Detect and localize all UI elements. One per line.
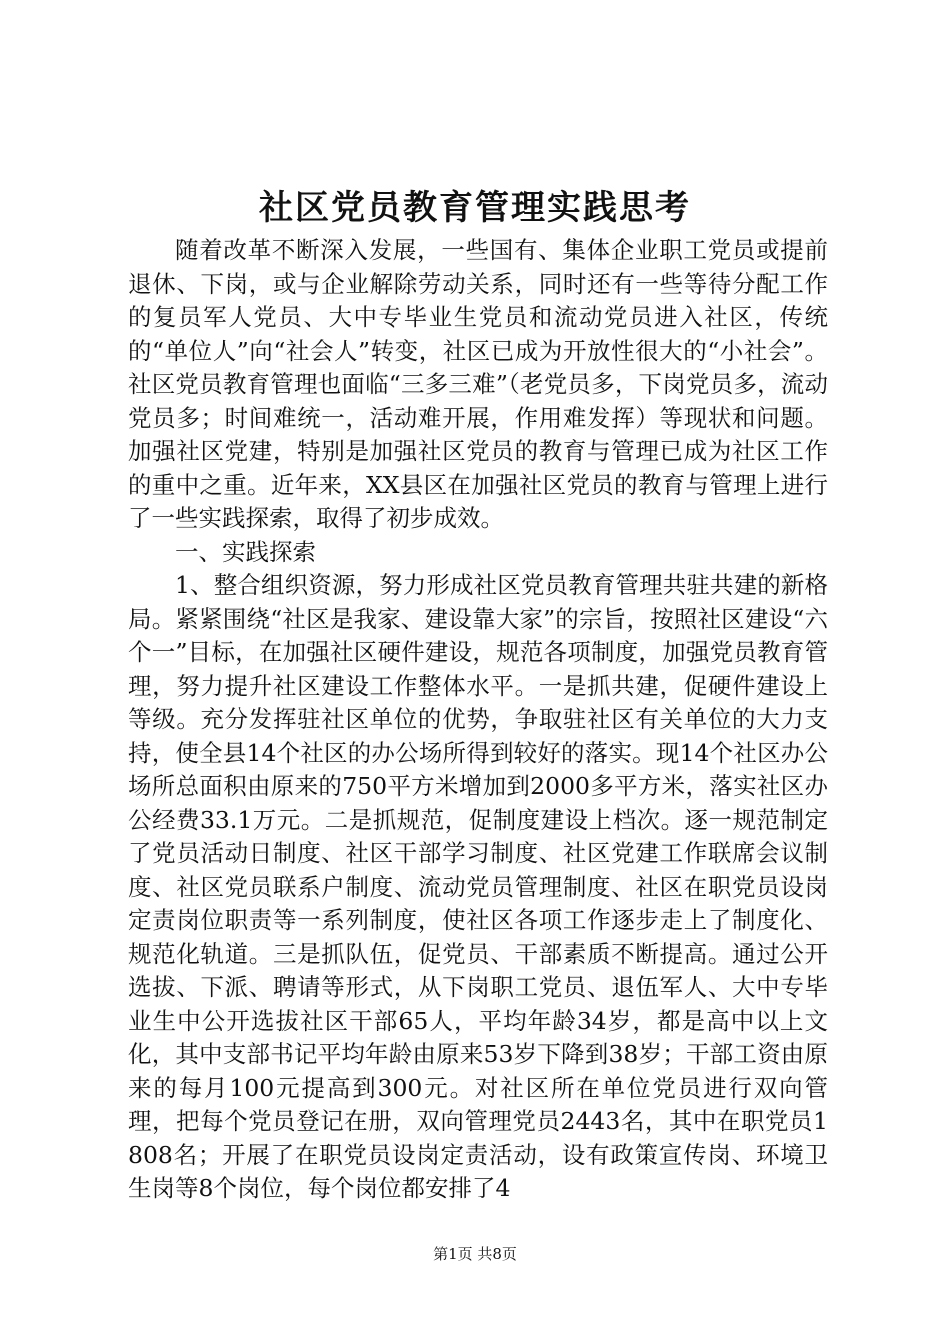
page-footer: 第1页 共8页 [433, 1245, 517, 1263]
document-body [128, 234, 828, 1206]
section-heading: 一、实践探索 [175, 537, 316, 566]
document-title: 社区党员教育管理实践思考 [259, 188, 691, 228]
body-paragraph: 1、整合组织资源，努力形成社区党员教育管理共驻共建的新格局。紧紧围绕“社区是我家、建设靠大家”的宗旨，按照社区建设“六个一”目标，在加强社区硬件建设，规范各项制度，加强党员教育管理，努力提升社区建设工作整体水平。一是抓共建，促硬件建设上等级。充分发挥驻社区单位的优势，争取驻社区有关单位的大力支持，使全县14个社区的办公场所得到较好的落实。现14个社区办公场所总面积由原来的750平方米增加到2000多平方米，落实社区办公经费33.1万元。二是抓规范，促制度建设上档次。逐一规范制定了党员活动日制度、社区干部学习制度、社区党建工作联席会议制度、社区党员联系户制度、流动党员管理制度、社区在职党员设岗定责岗位职责等一系列制度，使社区各项工作逐步走上了制度化、规范化轨道。三是抓队伍，促党员、干部素质不断提高。通过公开选拔、下派、聘请等形式，从下岗职工党员、退伍军人、大中专毕业生中公开选拔社区干部65人，平均年龄34岁，都是高中以上文化，其中支部书记平均年龄由原来53岁下降到38岁；干部工资由原来的每月100元提高到300元。对社区所在单位党员进行双向管理，把每个党员登记在册，双向管理党员2443名，其中在职党员1808名；开展了在职党员设岗定责活动，设有政策宣传岗、环境卫生岗等8个岗位，每个岗位都安排了4 [128, 571, 828, 1202]
intro-paragraph: 随着改革不断深入发展，一些国有、集体企业职工党员或提前退休、下岗，或与企业解除劳动关系，同时还有一些等待分配工作的复员军人党员、大中专毕业生党员和流动党员进入社区，传统的“单位人”向“社会人”转变，社区已成为开放性很大的“小社会”。社区党员教育管理也面临“三多三难”（老党员多，下岗党员多，流动党员多；时间难统一，活动难开展，作用难发挥）等现状和问题。加强社区党建，特别是加强社区党员的教育与管理已成为社区工作的重中之重。近年来，XX县区在加强社区党员的教育与管理上进行了一些实践探索，取得了初步成效。 [128, 236, 828, 532]
